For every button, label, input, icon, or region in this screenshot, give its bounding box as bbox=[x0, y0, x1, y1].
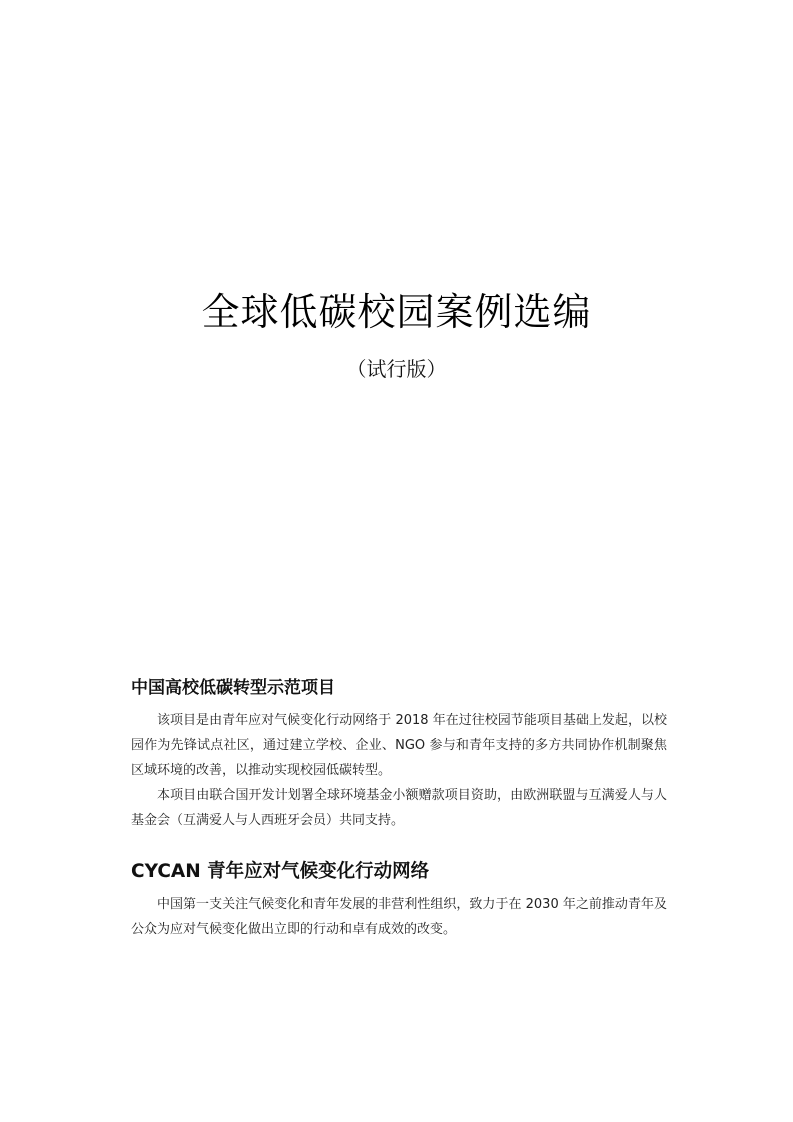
page-title: 全球低碳校园案例选编 bbox=[201, 290, 592, 334]
section-paragraph: 该项目是由青年应对气候变化行动网络于 2018 年在过往校园节能项目基础上发起，以校园作为先锋试点社区，通过建立学校、企业、NGO 参与和青年支持的多方共同协作机制聚焦区域环境的改善，以推动实现校园低碳转型。 bbox=[131, 713, 667, 778]
page-subtitle: （试行版） bbox=[346, 357, 447, 381]
section-project bbox=[131, 674, 667, 833]
section-organization bbox=[131, 858, 667, 942]
section-paragraph: 中国第一支关注气候变化和青年发展的非营利性组织，致力于在 2030 年之前推动青年及公众为应对气候变化做出立即的行动和卓有成效的改变。 bbox=[131, 897, 667, 937]
section-paragraph: 本项目由联合国开发计划署全球环境基金小额赠款项目资助，由欧洲联盟与互满爱人与人基金会（互满爱人与人西班牙会员）共同支持。 bbox=[131, 788, 667, 828]
section-heading: CYCAN 青年应对气候变化行动网络 bbox=[131, 861, 430, 882]
section-heading: 中国高校低碳转型示范项目 bbox=[131, 678, 335, 698]
